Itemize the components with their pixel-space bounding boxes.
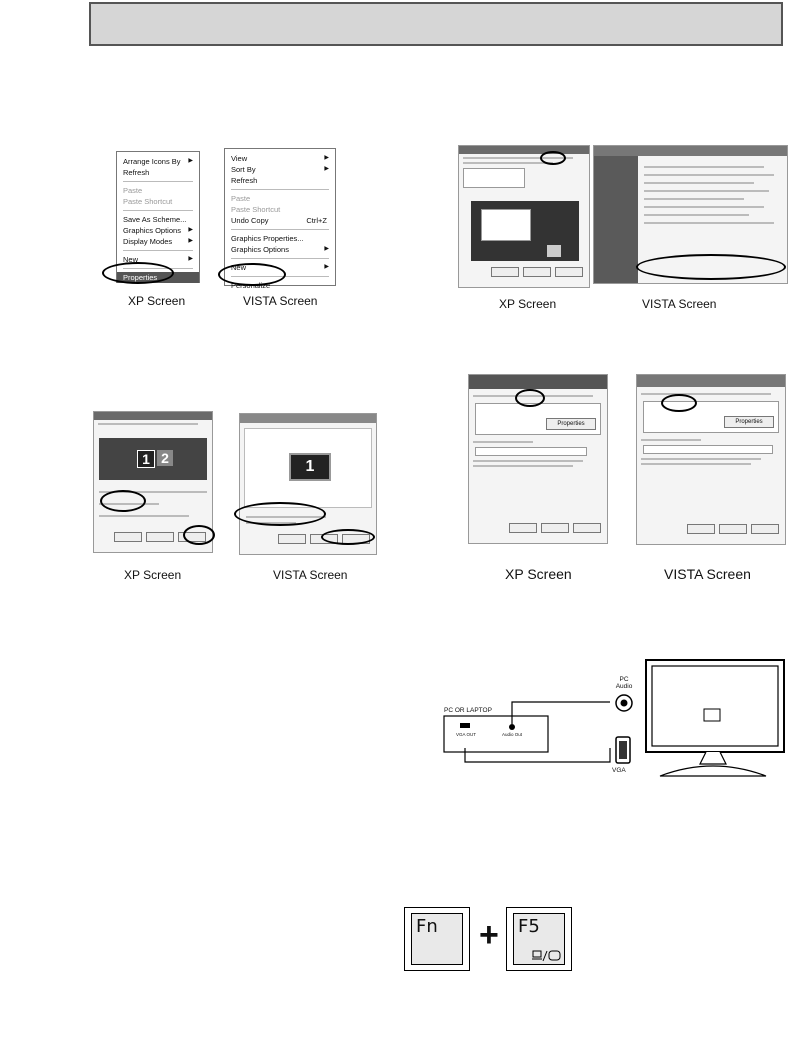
monitor-2-label: 2: [157, 450, 173, 466]
vista-menu-item: [231, 215, 329, 226]
xp-menu-item: [123, 196, 193, 207]
submenu-arrow-icon: ▶: [324, 246, 329, 252]
vista-menu-item: [231, 164, 329, 175]
xp-menu-item-label: Refresh: [123, 168, 150, 177]
submenu-arrow-icon: ▶: [324, 166, 329, 172]
submenu-arrow-icon: ▶: [188, 158, 193, 164]
vista-menu-item-label: View: [231, 154, 248, 163]
vista-menu-item-label: New: [231, 263, 247, 272]
xp-menu-item-label: Properties: [123, 273, 158, 282]
submenu-arrow-icon: ▶: [324, 264, 329, 270]
advanced-settings-ring: [321, 529, 375, 545]
advanced-button-ring: [183, 525, 215, 545]
xp-menu-item: [123, 185, 193, 196]
vista-menu-item-label: Refresh: [231, 176, 258, 185]
vista-menu-item: [231, 244, 329, 255]
vista-menu-item: [231, 175, 329, 186]
screen-resolution-ring: [100, 490, 146, 512]
xp-menu-item-label: Paste Shortcut: [123, 197, 173, 206]
pc-connection-diagram: [420, 652, 786, 782]
xp-display-properties-screenshot: [458, 145, 590, 288]
submenu-arrow-icon: ▶: [324, 155, 329, 161]
vista-menu-item-label: Personalize: [231, 281, 271, 290]
caption-xp-2: XP Screen: [499, 297, 557, 311]
submenu-arrow-icon: ▶: [188, 256, 193, 262]
xp-menu-item-label: Arrange Icons By: [123, 157, 181, 166]
submenu-arrow-icon: ▶: [188, 227, 193, 233]
xp-menu-item: [123, 225, 193, 236]
vista-menu-item-label: Paste: [231, 194, 251, 203]
xp-menu-item: [123, 236, 193, 247]
xp-menu-item-label: Paste: [123, 186, 143, 195]
vista-menu-item-label: Paste Shortcut: [231, 205, 281, 214]
caption-xp-1: XP Screen: [128, 294, 186, 308]
properties-highlight-ring: [102, 262, 174, 284]
xp-menu-item: [123, 167, 193, 178]
f5-key-label: F5: [518, 916, 540, 937]
menu-separator: [231, 258, 329, 259]
xp-menu-item-label: Display Modes: [123, 237, 173, 246]
vista-menu-item-label: Sort By: [231, 165, 256, 174]
caption-xp-4: XP Screen: [505, 566, 572, 582]
display-settings-ring: [636, 254, 786, 280]
vista-monitor-tab-screenshot: [636, 374, 786, 545]
menu-separator: [123, 210, 193, 211]
audio-out-label: Audio Out: [501, 732, 522, 737]
caption-vista-2: VISTA Screen: [642, 297, 717, 311]
vista-menu-item: [231, 233, 329, 244]
pc-laptop-label: PC OR LAPTOP: [444, 707, 492, 714]
menu-separator: [123, 250, 193, 251]
xp-menu-item: [123, 214, 193, 225]
vista-menu-item: [231, 153, 329, 164]
settings-tab-ring: [540, 151, 566, 165]
vista-menu-item-label: Graphics Options: [231, 245, 289, 254]
vga-label: VGA: [612, 767, 626, 774]
personalize-highlight-ring: [218, 263, 286, 286]
caption-xp-3: XP Screen: [124, 568, 182, 582]
xp-menu-item-label: Save As Scheme...: [123, 215, 187, 224]
vga-out-label: VGA OUT: [455, 732, 476, 737]
monitor-tab-ring: [515, 389, 545, 407]
caption-vista-3: VISTA Screen: [273, 568, 348, 582]
vista-menu-item: [231, 193, 329, 204]
fn-key-label: Fn: [416, 916, 438, 937]
plus-sign: +: [479, 916, 499, 954]
menu-separator: [231, 229, 329, 230]
xp-menu-item-label: New: [123, 255, 139, 264]
monitor-1-label: 1: [137, 450, 155, 468]
menu-separator: [123, 181, 193, 182]
display-toggle-icon: [532, 950, 562, 962]
pc-audio-label: PC Audio: [615, 676, 633, 690]
header-bar: [89, 2, 783, 46]
vista-monitor-tab-ring: [661, 394, 697, 412]
vista-menu-item-label: Graphics Properties...: [231, 234, 304, 243]
xp-menu-item-label: Graphics Options: [123, 226, 181, 235]
menu-separator: [231, 189, 329, 190]
menu-shortcut: Ctrl+Z: [306, 216, 327, 225]
vista-properties-button: Properties: [724, 416, 774, 428]
submenu-arrow-icon: ▶: [188, 238, 193, 244]
fn-key: [404, 907, 470, 971]
vista-menu-item: [231, 204, 329, 215]
properties-button: Properties: [546, 418, 596, 430]
f5-key: [506, 907, 572, 971]
xp-menu-item: [123, 156, 193, 167]
vista-resolution-ring: [234, 502, 326, 526]
caption-vista-1: VISTA Screen: [243, 294, 318, 308]
caption-vista-4: VISTA Screen: [664, 566, 751, 582]
vista-menu-item-label: Undo Copy: [231, 216, 269, 225]
vista-monitor-1: 1: [289, 453, 331, 481]
